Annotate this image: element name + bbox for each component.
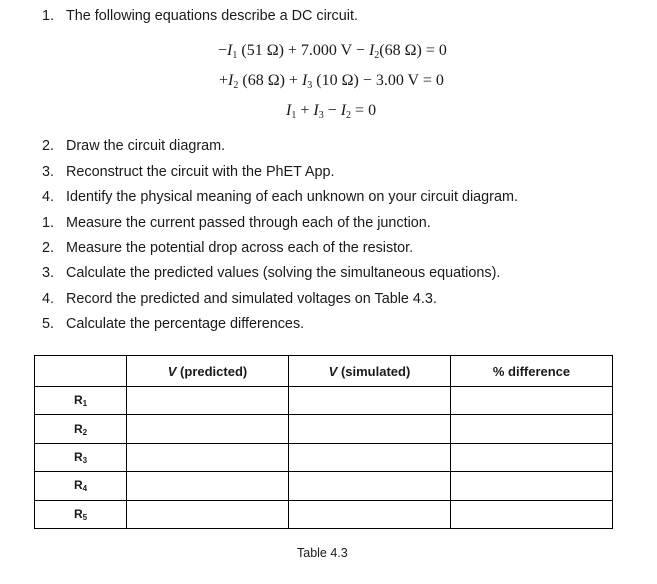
list-number: 5. xyxy=(42,316,55,332)
intro-text: The following equations describe a DC circuit. xyxy=(66,8,358,24)
list-text: Record the predicted and simulated voltages on Table 4.3. xyxy=(66,291,437,307)
header-blank xyxy=(35,356,127,387)
difference-cell[interactable] xyxy=(451,500,613,528)
list-number: 1. xyxy=(42,8,55,24)
list-number: 2. xyxy=(42,138,55,154)
data-table xyxy=(34,355,613,529)
difference-cell[interactable] xyxy=(451,443,613,471)
difference-cell[interactable] xyxy=(451,387,613,415)
list-number: 2. xyxy=(42,240,55,256)
simulated-cell[interactable] xyxy=(289,387,451,415)
list-text: Identify the physical meaning of each unknown on your circuit diagram. xyxy=(66,189,518,205)
table-row xyxy=(35,387,613,415)
difference-cell[interactable] xyxy=(451,472,613,500)
table-row xyxy=(35,500,613,528)
row-label: $R_3$ xyxy=(35,443,127,471)
list-number: 3. xyxy=(42,164,55,180)
predicted-cell[interactable] xyxy=(127,472,289,500)
equation-2: $+I_2$ (68 $\Omega) + I_3$ (10 Ω) − 3.00 V = 0 xyxy=(219,72,444,91)
list-number: 4. xyxy=(42,189,55,205)
simulated-cell[interactable] xyxy=(289,472,451,500)
list-text: Calculate the predicted values (solving the simultaneous equations). xyxy=(66,265,501,281)
list-text: Calculate the percentage differences. xyxy=(66,316,305,332)
predicted-cell[interactable] xyxy=(127,443,289,471)
table-row xyxy=(35,415,613,443)
row-label: $R_2$ xyxy=(35,415,127,443)
list-text: Measure the potential drop across each of the resistor. xyxy=(66,240,414,256)
list-number: 3. xyxy=(42,265,55,281)
equation-3: $I_1 + I_3 - I_2 = 0$ xyxy=(286,102,377,121)
list-text: Draw the circuit diagram. xyxy=(66,138,226,154)
table-caption: Table 4.3 xyxy=(297,546,348,560)
table-header-row xyxy=(35,356,613,387)
predicted-cell[interactable] xyxy=(127,387,289,415)
predicted-cell[interactable] xyxy=(127,415,289,443)
difference-cell[interactable] xyxy=(451,415,613,443)
simulated-cell[interactable] xyxy=(289,415,451,443)
list-number: 4. xyxy=(42,291,55,307)
row-label: $R_4$ xyxy=(35,472,127,500)
equation-1: $-I_1$ (51 Ω) + 7.000 $V - I_2(68$ Ω) = 0 xyxy=(218,42,447,61)
row-label: $R_1$ xyxy=(35,387,127,415)
list-number: 1. xyxy=(42,215,55,231)
table-row xyxy=(35,472,613,500)
list-text: Reconstruct the circuit with the PhET App. xyxy=(66,164,335,180)
header-v-simulated: V (simulated) xyxy=(289,356,451,387)
table-row xyxy=(35,443,613,471)
simulated-cell[interactable] xyxy=(289,500,451,528)
header-v-predicted: V (predicted) xyxy=(127,356,289,387)
header-percent-difference: % difference xyxy=(451,356,613,387)
list-text: Measure the current passed through each of the junction. xyxy=(66,215,431,231)
simulated-cell[interactable] xyxy=(289,443,451,471)
predicted-cell[interactable] xyxy=(127,500,289,528)
row-label: $R_5$ xyxy=(35,500,127,528)
